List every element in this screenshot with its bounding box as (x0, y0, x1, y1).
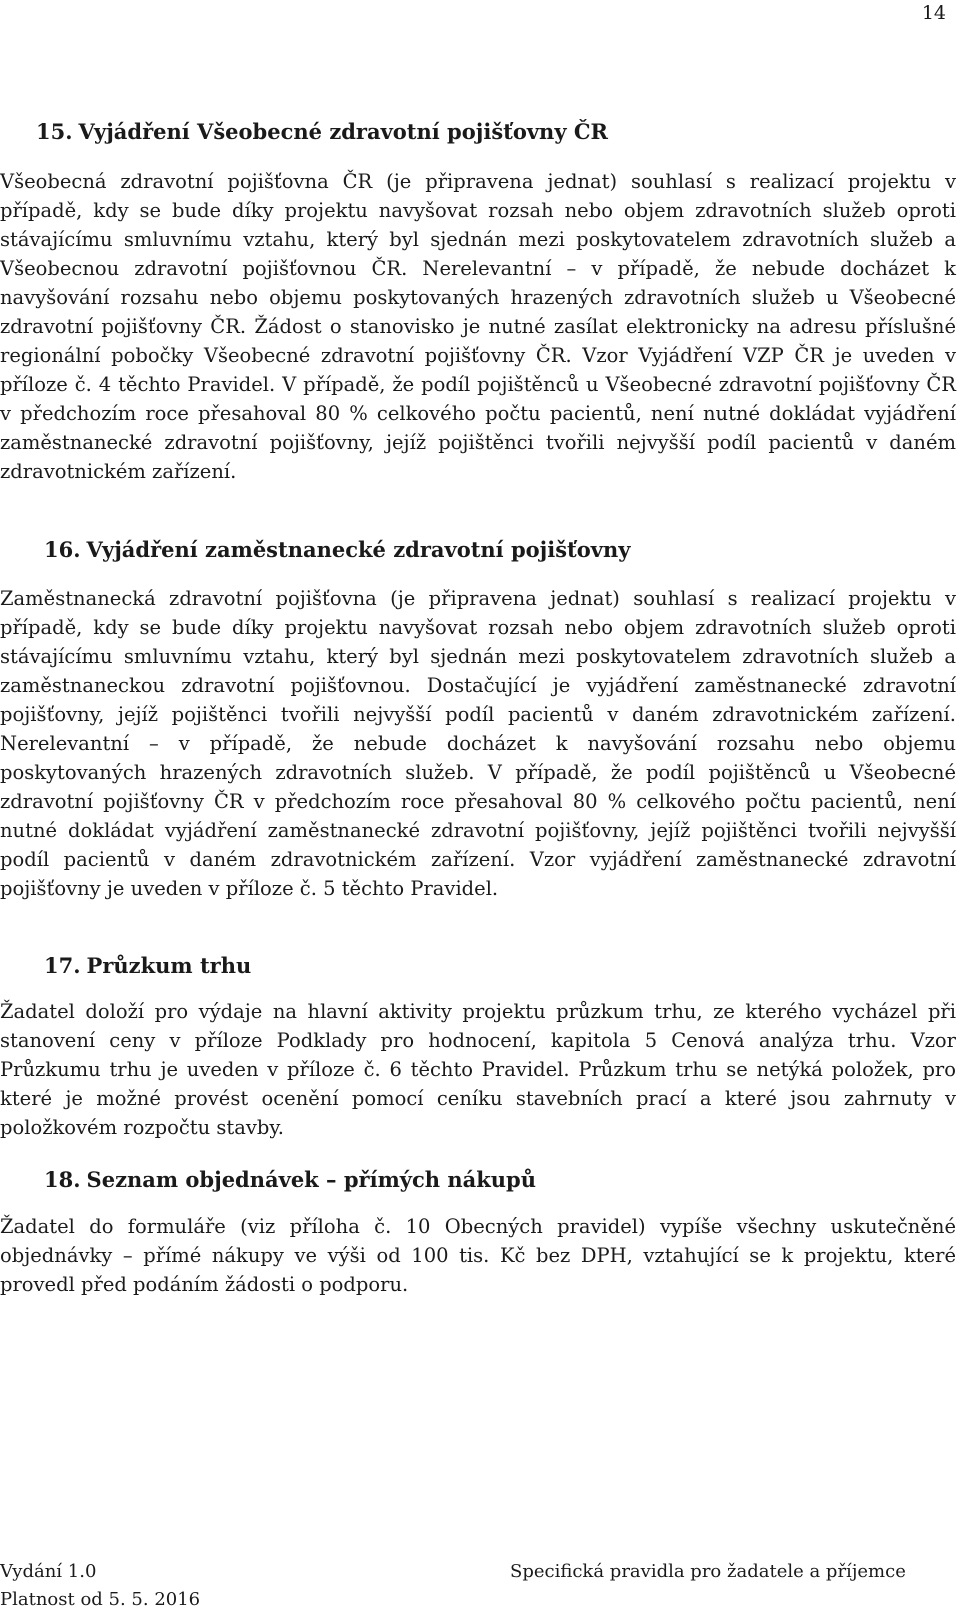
section-number: 15. (36, 119, 73, 144)
page-number: 14 (921, 2, 946, 24)
section-title: Vyjádření zaměstnanecké zdravotní pojišťovny (86, 537, 631, 562)
footer-document-title: Specifická pravidla pro žadatele a příjemce (510, 1561, 906, 1582)
section-heading-15 (36, 118, 608, 146)
section-number: 16. (44, 537, 81, 562)
footer-edition: Vydání 1.0 (0, 1561, 97, 1582)
section-number: 18. (44, 1167, 81, 1192)
section-title: Vyjádření Všeobecné zdravotní pojišťovny ČR (78, 119, 609, 144)
section-paragraph-18: Žadatel do formuláře (viz příloha č. 10 Obecných pravidel) vypíše všechny uskutečněné objednávky – přímé nákupy ve výši od 100 tis. Kč bez DPH, vztahující se k projektu, které provedl před podáním žádosti o podporu. (0, 1215, 956, 1296)
section-paragraph-17: Žadatel doloží pro výdaje na hlavní aktivity projektu průzkum trhu, ze kterého vycházel při stanovení ceny v příloze Podklady pro hodnocení, kapitola 5 Cenová analýza trhu. Vzor Průzkumu trhu je uveden v příloze č. 6 těchto Pravidel. Průzkum trhu se netýká položek, pro které je možné provést ocenění pomocí ceníku stavebních prací a které jsou zahrnuty v položkovém rozpočtu stavby. (0, 1000, 956, 1139)
section-heading-16 (44, 536, 630, 564)
section-number: 17. (44, 953, 81, 978)
section-title: Seznam objednávek – přímých nákupů (86, 1167, 537, 1192)
section-paragraph-16: Zaměstnanecká zdravotní pojišťovna (je připravena jednat) souhlasí s realizací projektu v případě, kdy se bude díky projektu navyšovat rozsah nebo objem zdravotních služeb oproti stávajícímu smluvnímu vztahu, který byl sjednán mezi poskytovatelem zdravotních služeb a zaměstnaneckou zdravotní pojišťovnou. Dostačující je vyjádření zaměstnanecké zdravotní pojišťovny, jejíž pojištěnci tvořili nejvyšší podíl pacientů v daném zdravotnickém zařízení. Nerelevantní – v případě, že nebude docházet k navyšování rozsahu nebo objemu poskytovaných hrazených zdravotních služeb. V případě, že podíl pojištěnců u Všeobecné zdravotní pojišťovny ČR v předchozím roce přesahoval 80 % celkového počtu pacientů, není nutné dokládat vyjádření zaměstnanecké zdravotní pojišťovny, jejíž pojištěnci tvořili nejvyšší podíl pacientů v daném zdravotnickém zařízení. Vzor vyjádření zaměstnanecké zdravotní pojišťovny je uveden v příloze č. 5 těchto Pravidel. (0, 587, 956, 900)
footer-valid-from: Platnost od 5. 5. 2016 (0, 1589, 201, 1610)
section-heading-17 (44, 952, 251, 980)
section-title: Průzkum trhu (86, 953, 252, 978)
section-heading-18 (44, 1166, 536, 1194)
section-paragraph-15: Všeobecná zdravotní pojišťovna ČR (je připravena jednat) souhlasí s realizací projektu v případě, kdy se bude díky projektu navyšovat rozsah nebo objem zdravotních služeb oproti stávajícímu smluvnímu vztahu, který byl sjednán mezi poskytovatelem zdravotních služeb a Všeobecnou zdravotní pojišťovnou ČR. Nerelevantní – v případě, že nebude docházet k navyšování rozsahu nebo objemu poskytovaných hrazených zdravotních služeb u Všeobecné zdravotní pojišťovny ČR. Žádost o stanovisko je nutné zasílat elektronicky na adresu příslušné regionální pobočky Všeobecné zdravotní pojišťovny ČR. Vzor Vyjádření VZP ČR je uveden v příloze č. 4 těchto Pravidel. V případě, že podíl pojištěnců u Všeobecné zdravotní pojišťovny ČR v předchozím roce přesahoval 80 % celkového počtu pacientů, není nutné dokládat vyjádření zaměstnanecké zdravotní pojišťovny, jejíž pojištěnci tvořili nejvyšší podíl pacientů v daném zdravotnickém zařízení. (0, 170, 956, 483)
